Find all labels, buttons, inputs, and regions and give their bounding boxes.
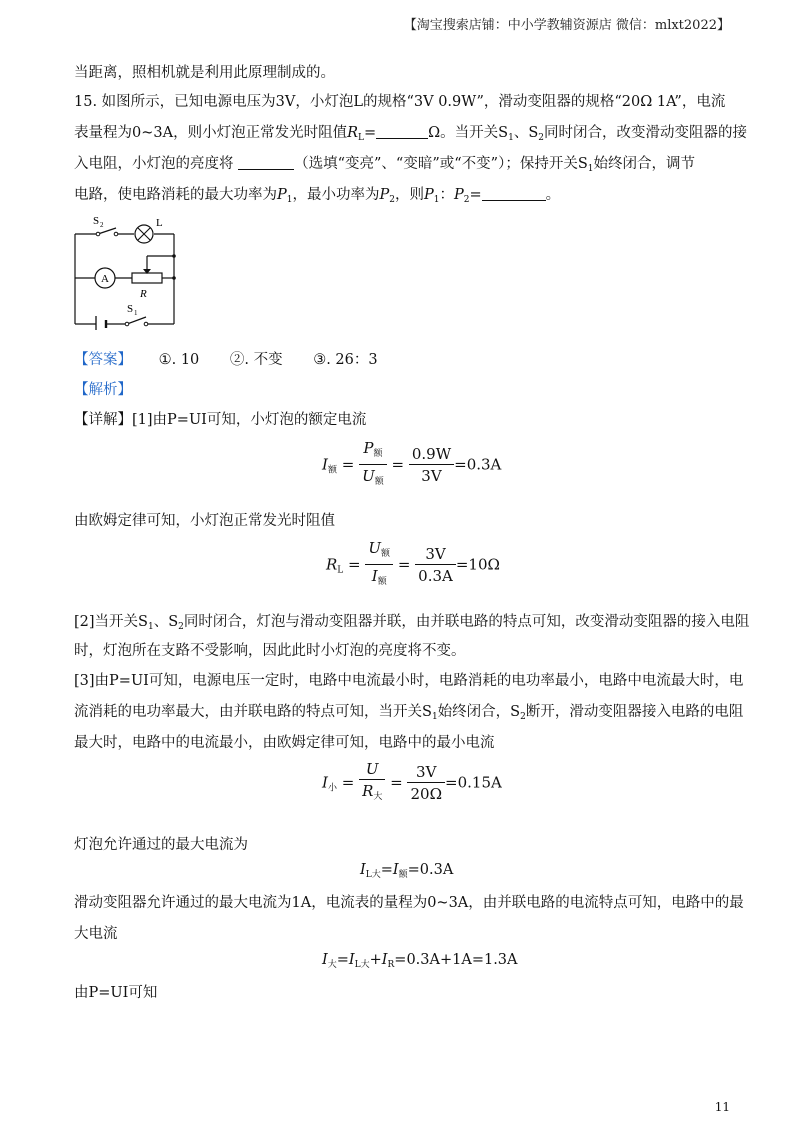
analysis-line-3: [2]当开关$S_1$、$S_2$同时闭合，灯泡与滑动变阻器并联，由并联电路的特点可知，改变滑动变阻器的接入电阻: [74, 614, 750, 632]
switch-s1-pivot: [125, 322, 129, 326]
switch-s2-contact: [114, 232, 118, 236]
intro-line: 当距离，照相机就是利用此原理制成的。: [74, 65, 335, 81]
analysis-line-11: 由P=UI可知: [74, 985, 158, 1001]
equation-max-current: $I_大=I_{L大}+I_R=0.3A+1A=1.3A$: [322, 952, 518, 970]
label-lamp: L: [156, 217, 163, 229]
label-s2-sub: 2: [100, 221, 104, 229]
analysis-tag: 【解析】: [74, 382, 132, 398]
answer-2: ②. 不变: [229, 352, 283, 368]
answer-line: [74, 350, 730, 370]
q15-line-3: 入电阻，小灯泡的亮度将 （选填“变亮”、“变暗”或“不变”）；保持开关$S_1$始终闭合，调节: [74, 156, 696, 174]
answer-1: ①. 10: [158, 352, 200, 368]
equation-lamp-max-current: $I_{L大}=I_额=0.3A$: [360, 862, 454, 880]
analysis-line-4: 时，灯泡所在支路不受影响，因此此时小灯泡的亮度将不变。: [74, 643, 466, 659]
label-ammeter: A: [101, 273, 109, 285]
label-s1-sub: 1: [134, 309, 138, 317]
analysis-line-8: 灯泡允许通过的最大电流为: [74, 837, 248, 853]
analysis-line-2: 由欧姆定律可知，小灯泡正常发光时阻值: [74, 513, 335, 529]
switch-s2-pivot: [96, 232, 100, 236]
label-s2: S: [93, 215, 100, 227]
page-number: 11: [714, 1100, 730, 1114]
blank-brightness: [238, 155, 294, 170]
blank-ratio: [482, 186, 546, 201]
answer-tag: 【答案】: [74, 352, 132, 368]
circuit-diagram: [70, 206, 182, 330]
analysis-line-9: 滑动变阻器允许通过的最大电流为1A，电流表的量程为0~3A，由并联电路的电流特点可知，电路中的最: [74, 895, 744, 911]
answer-3: ③. 26：3: [313, 352, 378, 368]
analysis-line-5: [3]由P=UI可知，电源电压一定时，电路中电流最小时，电路消耗的电功率最小，电路中电流最大时，电: [74, 673, 744, 689]
equation-lamp-resistance: $R_L$ = $\frac{U_额}{I_额}$ = $\frac{3V}{0.3A}$ =10Ω: [326, 539, 500, 587]
switch-s1-contact: [144, 322, 148, 326]
analysis-line-6: 流消耗的电功率最大，由并联电路的特点可知，当开关$S_1$始终闭合，$S_2$断开，滑动变阻器接入电路的电阻: [74, 704, 744, 722]
q15-line-1: 15. 如图所示，已知电源电压为3V，小灯泡L的规格“3V 0.9W”，滑动变阻器的规格“20Ω 1A”，电流: [74, 94, 726, 110]
page-header: 【淘宝搜索店铺：中小学教辅资源店 微信：mlxt2022】: [403, 18, 730, 33]
label-s1: S: [127, 303, 134, 315]
equation-min-current: $I_小$ = $\frac{U}{R_大}$ = $\frac{3V}{20\Omega}$ =0.15A: [322, 760, 502, 803]
label-rheostat: R: [140, 288, 147, 300]
q15-line-4: 电路，使电路消耗的最大功率为$P_1$，最小功率为$P_2$，则$P_1$：$P_2=$ 。: [74, 187, 561, 205]
rheostat-symbol: [132, 273, 162, 283]
blank-rl: [376, 124, 428, 139]
analysis-line-10: 大电流: [74, 926, 118, 942]
equation-rated-current: $I_额$ = $\frac{P_额}{U_额}$ = $\frac{0.9W}{3V}$ =0.3A: [322, 439, 502, 487]
analysis-line-7: 最大时，电路中的电流最小，由欧姆定律可知，电路中的最小电流: [74, 735, 495, 751]
analysis-line-1: 【详解】[1]由P=UI可知，小灯泡的额定电流: [74, 412, 367, 428]
q15-line-2: 表量程为0~3A，则小灯泡正常发光时阻值$R_L= \Omega$。当开关$S_1$、$S_2$同时闭合，改变滑动变阻器的接: [74, 125, 748, 143]
